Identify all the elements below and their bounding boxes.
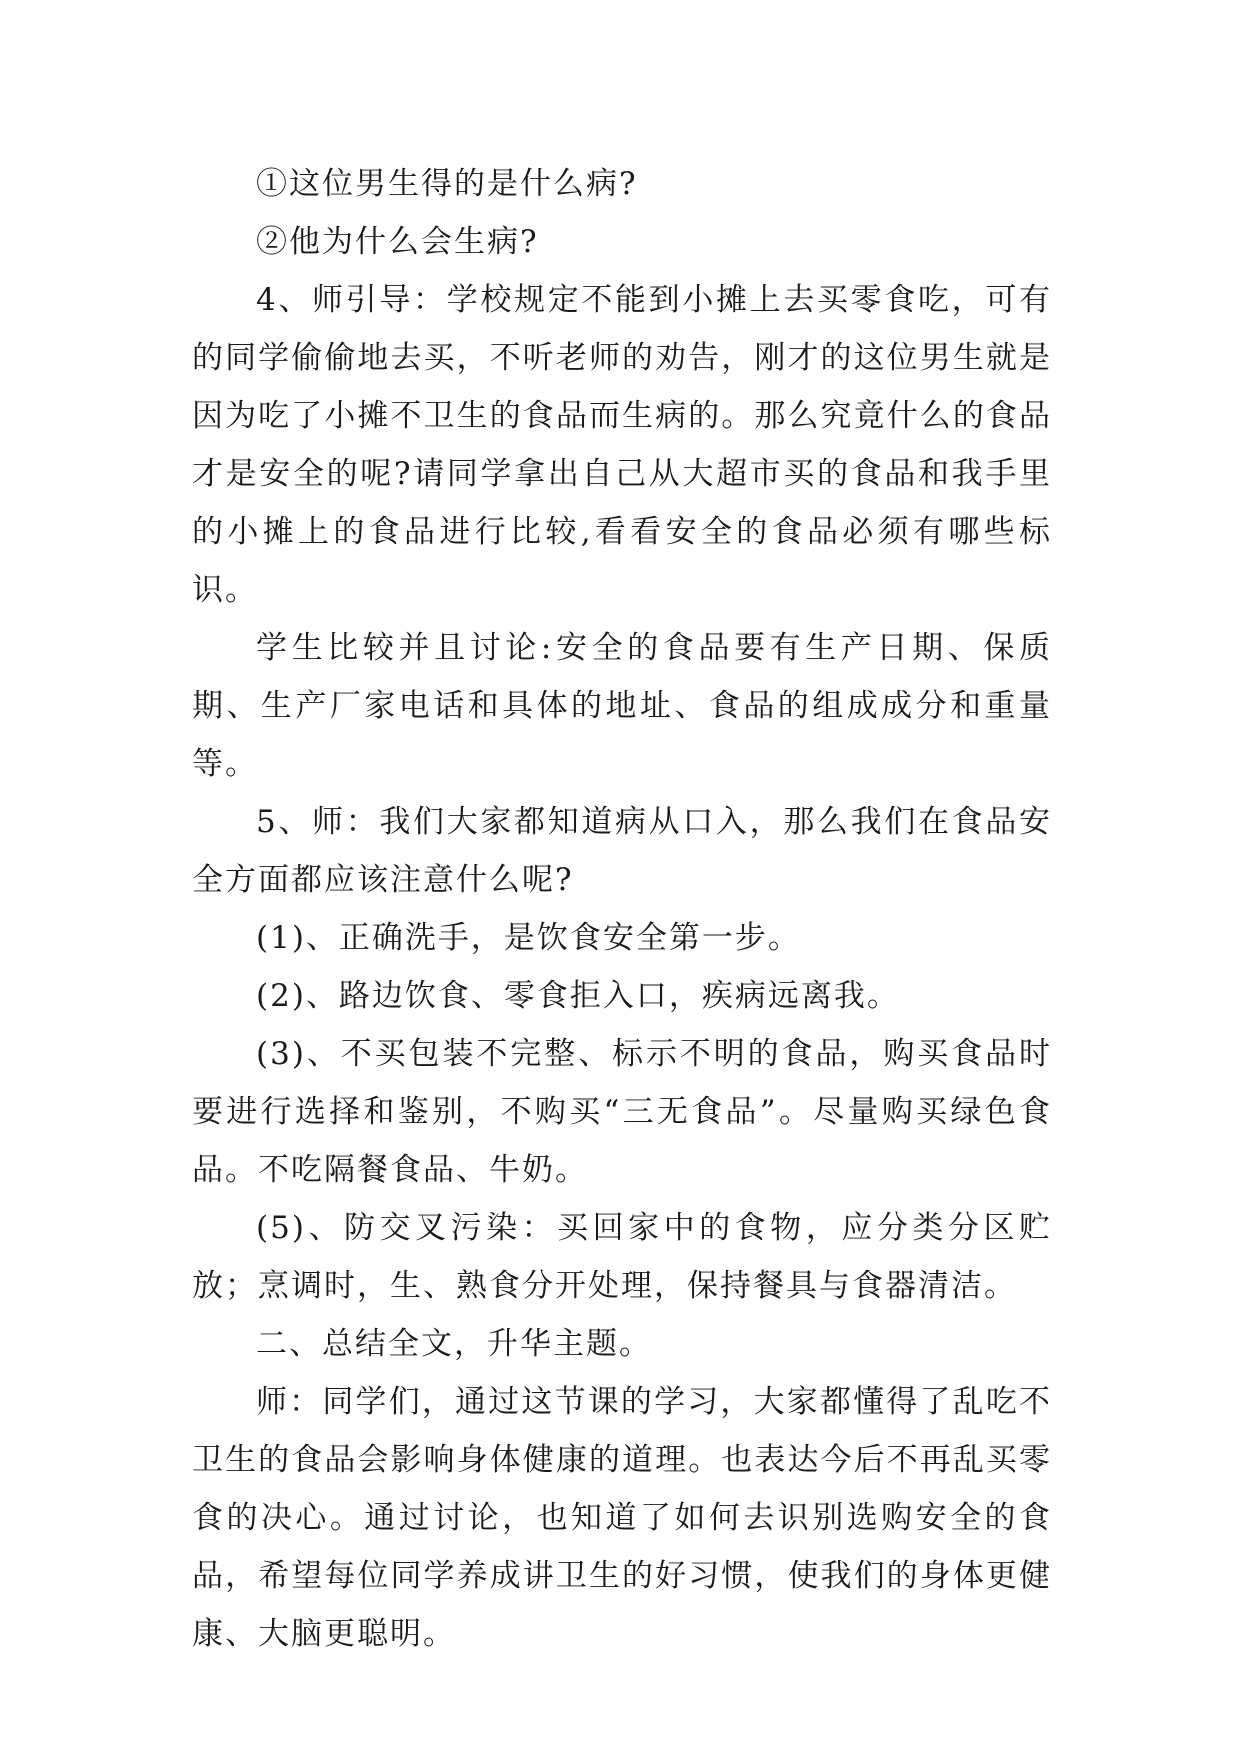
step-4-teacher-guidance: 4、师引导：学校规定不能到小摊上去买零食吃，可有的同学偷偷地去买，不听老师的劝告，刚才的这位男生就是因为吃了小摊不卫生的食品而生病的。那么究竟什么的食品才是安全的呢?请同学拿出自己从大超市买的食品和我手里的小摊上的食品进行比较,看看安全的食品必须有哪些标识。: [192, 282, 1052, 608]
safety-tip-1: (1)、正确洗手，是饮食安全第一步。: [256, 920, 801, 956]
safety-tip-3: (3)、不买包装不完整、标示不明的食品，购买食品时要进行选择和鉴别，不购买“三无食品”。尽量购买绿色食品。不吃隔餐食品、牛奶。: [192, 1036, 1052, 1188]
student-discussion: 学生比较并且讨论:安全的食品要有生产日期、保质期、生产厂家电话和具体的地址、食品的组成成分和重量等。: [192, 630, 1052, 782]
document-body: [192, 155, 1052, 1663]
step-5-teacher-question: 5、师：我们大家都知道病从口入，那么我们在食品安全方面都应该注意什么呢?: [192, 804, 1052, 898]
teacher-conclusion: 师：同学们，通过这节课的学习，大家都懂得了乱吃不卫生的食品会影响身体健康的道理。也表达今后不再乱买零食的决心。通过讨论，也知道了如何去识别选购安全的食品，希望每位同学养成讲卫生的好习惯，使我们的身体更健康、大脑更聪明。: [192, 1384, 1052, 1652]
question-2: ②他为什么会生病?: [256, 224, 539, 260]
question-1: ①这位男生得的是什么病?: [256, 166, 638, 202]
section-heading-summary: 二、总结全文，升华主题。: [256, 1326, 652, 1362]
safety-tip-5: (5)、防交叉污染：买回家中的食物，应分类分区贮放；烹调时，生、熟食分开处理，保持餐具与食器清洁。: [192, 1210, 1052, 1304]
safety-tip-2: (2)、路边饮食、零食拒入口，疾病远离我。: [256, 978, 900, 1014]
